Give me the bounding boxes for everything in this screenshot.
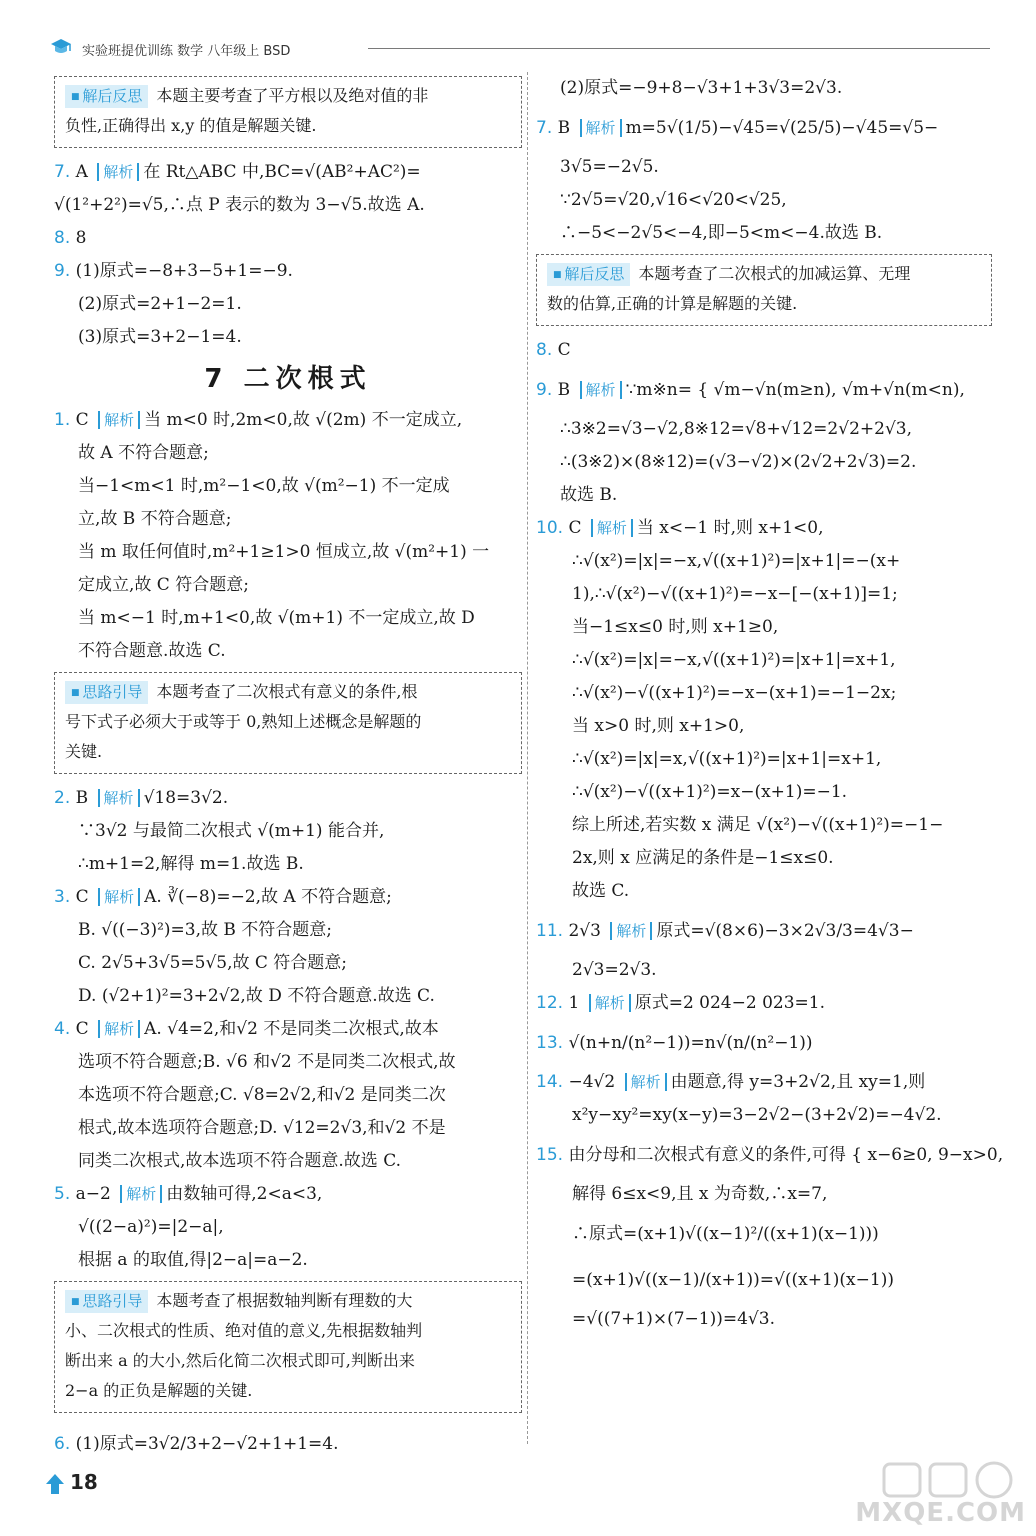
- answer-text: 3√5=−2√5.: [560, 157, 659, 177]
- answer-text: 立,故 B 不符合题意;: [78, 509, 232, 529]
- answer-item: [536, 908, 992, 954]
- answer-text: 不符合题意.故选 C.: [78, 641, 226, 661]
- answer-text: (1)原式=−8+3−5+1=−9.: [75, 261, 293, 281]
- box-text: 本题考查了二次根式有意义的条件,根: [156, 682, 418, 701]
- answer-text: a−2: [75, 1184, 111, 1204]
- question-number: 11.: [536, 921, 564, 941]
- reflection-box: [54, 76, 522, 148]
- box-text: 小、二次根式的性质、绝对值的意义,先根据数轴判: [65, 1321, 423, 1340]
- answer-text: 根据 a 的取值,得|2−a|=a−2.: [78, 1250, 308, 1270]
- answer-choice: B: [75, 788, 89, 808]
- analysis-tag: 解析: [591, 519, 633, 537]
- question-number: 14.: [536, 1072, 564, 1092]
- question-number: 9.: [54, 261, 71, 281]
- answer-choice: C: [75, 887, 89, 907]
- box-text: 关键.: [65, 742, 103, 761]
- question-number: 8.: [536, 340, 553, 360]
- thinking-guide-box: [54, 1281, 522, 1413]
- box-title: ■ 解后反思: [547, 263, 630, 286]
- box-text: 数的估算,正确的计算是解题的关键.: [547, 294, 798, 313]
- answer-text: 原式=2 024−2 023=1.: [634, 993, 825, 1013]
- graduation-cap-icon: [50, 36, 72, 58]
- answer-text: A. √4=2,和√2 不是同类二次根式,故本: [144, 1019, 439, 1039]
- answer-choice: A: [75, 162, 88, 182]
- answer-text: m=5√(1/5)−√45=√(25/5)−√45=√5−: [625, 118, 939, 138]
- question-number: 9.: [536, 380, 553, 400]
- box-text: 号下式子必须大于或等于 0,熟知上述概念是解题的: [65, 712, 422, 731]
- answer-text: 由题意,得 y=3+2√2,且 xy=1,则: [670, 1072, 926, 1092]
- analysis-tag: 解析: [589, 994, 631, 1012]
- answer-text: 选项不符合题意;B. √6 和√2 不是同类二次根式,故: [78, 1052, 456, 1072]
- analysis-tag: 解析: [98, 411, 140, 429]
- question-number: 12.: [536, 993, 564, 1013]
- answer-item: [54, 782, 522, 815]
- answer-text: =√((7+1)×(7−1))=4√3.: [572, 1309, 775, 1329]
- question-number: 15.: [536, 1145, 564, 1165]
- box-title: ■ 思路引导: [65, 1290, 148, 1313]
- book-title: 实验班提优训练 数学 八年级上 BSD: [82, 44, 291, 59]
- box-title: ■ 解后反思: [65, 85, 148, 108]
- question-number: 2.: [54, 788, 71, 808]
- answer-text: 1: [568, 993, 580, 1013]
- watermark-text: MXQE.COM: [855, 1498, 1026, 1528]
- answer-item: [54, 1013, 522, 1046]
- answer-text: 2x,则 x 应满足的条件是−1≤x≤0.: [572, 848, 834, 868]
- question-number: 6.: [54, 1434, 71, 1454]
- answer-item: [536, 334, 992, 367]
- answer-text: ∴√(x²)=|x|=−x,√((x+1)²)=|x+1|=−(x+: [572, 551, 901, 571]
- answer-text: ∵3√2 与最简二次根式 √(m+1) 能合并,: [78, 821, 385, 841]
- answer-text: 根式,故本选项符合题意;D. √12=2√3,和√2 不是: [78, 1118, 446, 1138]
- answer-text: (2)原式=−9+8−√3+1+3√3=2√3.: [560, 78, 843, 98]
- watermark-logo-icon: [880, 1460, 1020, 1500]
- answer-text: 本选项不符合题意;C. √8=2√2,和√2 是同类二次: [78, 1085, 446, 1105]
- answer-text: 2√3=2√3.: [572, 960, 657, 980]
- analysis-tag: 解析: [610, 922, 652, 940]
- reflection-box: [536, 254, 992, 326]
- answer-text: 原式=√(8×6)−3×2√3/3=4√3−: [656, 921, 914, 941]
- answer-item: [536, 1020, 992, 1066]
- section-title: 7 二次根式: [204, 364, 372, 394]
- answer-text: ∴原式=(x+1)√((x−1)²/((x+1)(x−1))): [572, 1224, 879, 1244]
- answer-text: 同类二次根式,故本选项不符合题意.故选 C.: [78, 1151, 402, 1171]
- answer-item: [54, 222, 522, 255]
- answer-text: x²y−xy²=xy(x−y)=3−2√2−(3+2√2)=−4√2.: [572, 1105, 942, 1125]
- question-number: 13.: [536, 1033, 564, 1053]
- answer-text: 在 Rt△ABC 中,BC=√(AB²+AC²)=: [143, 162, 421, 182]
- answer-text: ∴√(x²)−√((x+1)²)=−x−(x+1)=−1−2x;: [572, 683, 897, 703]
- answer-text: ∴−5<−2√5<−4,即−5<m<−4.故选 B.: [560, 223, 883, 243]
- answer-text: 故选 B.: [560, 485, 618, 505]
- answer-item: [54, 156, 522, 189]
- answer-text: −4√2: [568, 1072, 616, 1092]
- page-number: 18: [70, 1470, 98, 1494]
- answer-text: √18=3√2.: [143, 788, 229, 808]
- answer-text: 8: [75, 228, 87, 248]
- answer-choice: C: [568, 518, 582, 538]
- question-number: 5.: [54, 1184, 71, 1204]
- answer-item: [536, 105, 992, 151]
- answer-text: 当−1<m<1 时,m²−1<0,故 √(m²−1) 不一定成: [78, 476, 450, 496]
- box-text: 本题主要考查了平方根以及绝对值的非: [156, 86, 429, 105]
- page-header: [50, 36, 990, 62]
- answer-text: ∴√(x²)=|x|=x,√((x+1)²)=|x+1|=x+1,: [572, 749, 882, 769]
- right-column: [536, 72, 1004, 1336]
- up-arrow-icon: [44, 1472, 66, 1496]
- answer-item: [54, 1178, 522, 1211]
- answer-text: (1)原式=3√2/3+2−√2+1+1=4.: [75, 1434, 339, 1454]
- answer-text: 由数轴可得,2<a<3,: [166, 1184, 323, 1204]
- thinking-guide-box: [54, 672, 522, 774]
- answer-item: [54, 881, 522, 914]
- answer-text: ∴√(x²)−√((x+1)²)=x−(x+1)=−1.: [572, 782, 848, 802]
- answer-item: [54, 255, 522, 288]
- analysis-tag: 解析: [625, 1073, 667, 1091]
- question-number: 3.: [54, 887, 71, 907]
- answer-text: ∴(3※2)×(8※12)=(√3−√2)×(2√2+2√3)=2.: [560, 452, 917, 472]
- answer-text: 故选 C.: [572, 881, 630, 901]
- answer-text: A. ∛(−8)=−2,故 A 不符合题意;: [144, 887, 392, 907]
- answer-item: [536, 367, 992, 413]
- answer-item: [54, 404, 522, 437]
- answer-text: 2√3: [568, 921, 601, 941]
- answer-text: 当 x<−1 时,则 x+1<0,: [636, 518, 824, 538]
- answer-choice: B: [557, 118, 571, 138]
- answer-choice: B: [557, 380, 571, 400]
- answer-text: (3)原式=3+2−1=4.: [78, 327, 242, 347]
- box-text: 2−a 的正负是解题的关键.: [65, 1381, 253, 1400]
- answer-choice: C: [75, 1019, 89, 1039]
- analysis-tag: 解析: [97, 163, 139, 181]
- question-number: 7.: [54, 162, 71, 182]
- answer-text: ∵2√5=√20,√16<√20<√25,: [560, 190, 787, 210]
- answer-text: 定成立,故 C 符合题意;: [78, 575, 249, 595]
- answer-text: 当 m<−1 时,m+1<0,故 √(m+1) 不一定成立,故 D: [78, 608, 475, 628]
- answer-text: 综上所述,若实数 x 满足 √(x²)−√((x+1)²)=−1−: [572, 815, 944, 835]
- answer-text: =(x+1)√((x−1)/(x+1))=√((x+1)(x−1)): [572, 1270, 894, 1290]
- answer-text: ∵m※n= { √m−√n(m≥n), √m+√n(m<n),: [625, 380, 965, 400]
- answer-text: √(1²+2²)=√5,∴点 P 表示的数为 3−√5.故选 A.: [54, 195, 425, 215]
- analysis-tag: 解析: [120, 1185, 162, 1203]
- question-number: 1.: [54, 410, 71, 430]
- question-number: 8.: [54, 228, 71, 248]
- answer-text: √((2−a)²)=|2−a|,: [78, 1217, 224, 1237]
- answer-text: ∴√(x²)=|x|=−x,√((x+1)²)=|x+1|=x+1,: [572, 650, 896, 670]
- answer-item: [536, 1066, 992, 1099]
- analysis-tag: 解析: [98, 888, 140, 906]
- answer-text: ∴3※2=√3−√2,8※12=√8+√12=2√2+2√3,: [560, 419, 912, 439]
- question-number: 7.: [536, 118, 553, 138]
- box-text: 断出来 a 的大小,然后化简二次根式即可,判断出来: [65, 1351, 415, 1370]
- answer-text: 当 m<0 时,2m<0,故 √(2m) 不一定成立,: [144, 410, 463, 430]
- answer-item: [54, 1421, 522, 1467]
- analysis-tag: 解析: [580, 381, 622, 399]
- answer-text: C. 2√5+3√5=5√5,故 C 符合题意;: [78, 953, 348, 973]
- answer-choice: C: [557, 340, 571, 360]
- answer-text: 故 A 不符合题意;: [78, 443, 209, 463]
- analysis-tag: 解析: [98, 789, 140, 807]
- header-rule: [368, 48, 990, 49]
- analysis-tag: 解析: [580, 119, 622, 137]
- answer-text: 1),∴√(x²)−√((x+1)²)=−x−[−(x+1)]=1;: [572, 584, 898, 604]
- left-column: [54, 72, 522, 1467]
- answer-text: ∴m+1=2,解得 m=1.故选 B.: [78, 854, 304, 874]
- box-title: ■ 思路引导: [65, 681, 148, 704]
- answer-text: 当−1≤x≤0 时,则 x+1≥0,: [572, 617, 779, 637]
- answer-item: [536, 1132, 1004, 1178]
- watermark: [855, 1460, 1030, 1532]
- answer-text: D. (√2+1)²=3+2√2,故 D 不符合题意.故选 C.: [78, 986, 435, 1006]
- answer-text: 当 x>0 时,则 x+1>0,: [572, 716, 745, 736]
- box-text: 负性,正确得出 x,y 的值是解题关键.: [65, 116, 317, 135]
- answer-text: B. √((−3)²)=3,故 B 不符合题意;: [78, 920, 333, 940]
- question-number: 4.: [54, 1019, 71, 1039]
- answer-text: (2)原式=2+1−2=1.: [78, 294, 242, 314]
- box-text: 本题考查了根据数轴判断有理数的大: [156, 1291, 413, 1310]
- analysis-tag: 解析: [98, 1020, 140, 1038]
- answer-text: 解得 6≤x<9,且 x 为奇数,∴x=7,: [572, 1184, 828, 1204]
- answer-item: [536, 987, 992, 1020]
- answer-text: 由分母和二次根式有意义的条件,可得 { x−6≥0, 9−x>0,: [568, 1145, 1004, 1165]
- answer-text: 当 m 取任何值时,m²+1≥1>0 恒成立,故 √(m²+1) 一: [78, 542, 490, 562]
- answer-item: [536, 512, 992, 545]
- answer-text: √(n+n/(n²−1))=n√(n/(n²−1)): [568, 1033, 813, 1053]
- box-text: 本题考查了二次根式的加减运算、无理: [638, 264, 911, 283]
- question-number: 10.: [536, 518, 564, 538]
- column-divider: [527, 72, 528, 1444]
- answer-choice: C: [75, 410, 89, 430]
